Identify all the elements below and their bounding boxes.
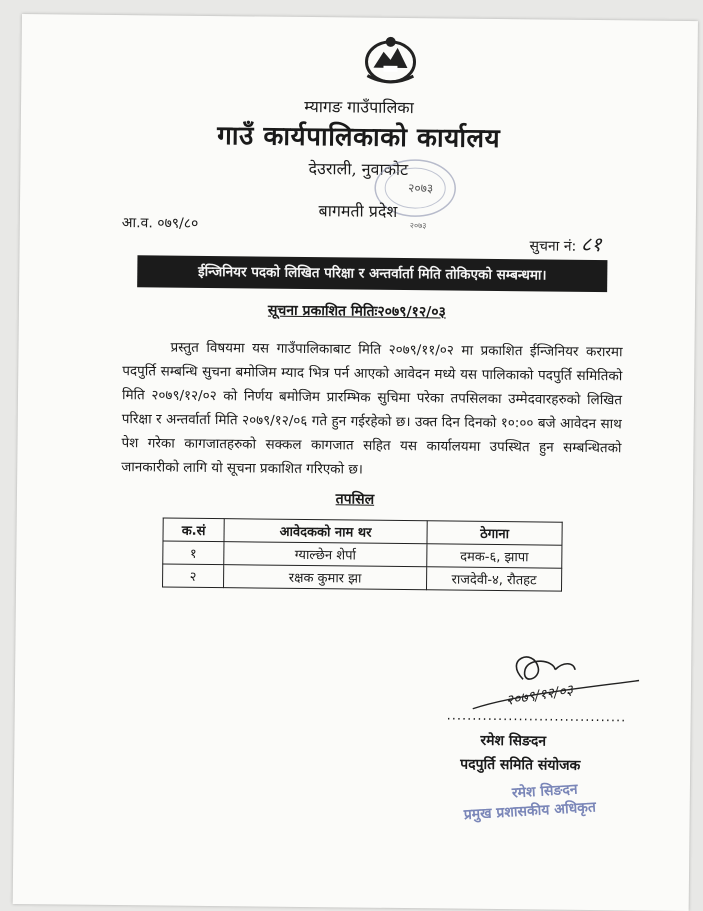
header-name: आवेदकको नाम थर [224,519,427,544]
office-name: गाउँ कार्यपालिकाको कार्यालय [217,121,501,155]
row-name: ग्याल्छेन शेर्पा [224,542,427,567]
notice-number-value: ८१ [580,231,602,257]
office-address: देउराली, नुवाकोट [308,159,409,180]
candidate-table [162,518,563,592]
signatory-name: रमेश सिङदन [480,732,547,750]
stamp-name: रमेश सिङदन [511,781,579,802]
seal-year: २०७३ [408,181,434,196]
signatory-designation: पदपुर्ति समिति संयोजक [460,756,581,774]
notice-number-line [529,229,601,257]
notice-body: प्रस्तुत विषयमा यस गाउँपालिकाबाट मिति २०७९/११/०२ मा प्रकाशित ईन्जिनियर करारमा पदपुर्ति सम्बन्धि सुचना बमोजिम म्याद भित्र पर्न आएको आवेदन मध्ये यस पालिकाको पदपुर्ति समितिको मिति २०७९/१२/०२ को निर्णय बमोजिम प्रारम्भिक सुचिमा परेका तपसिलका उम्मेदवारहरुको लिखित परिक्षा र अन्तर्वार्ता मिति २०७९/१२/०६ गते हुन गईरहेको छ। उक्त दिन दिनको १०:०० बजे आवेदन साथ पेश गरेका कागजातहरुको सक्कल कागजात सहित यस कार्यालयमा उपस्थित हुन सम्बन्धितको जानकारीको लागि यो सूचना प्रकाशित गरिएको छ। [121,339,623,478]
signature-date: २०७९/१२/०३ [504,682,575,710]
publication-date: सूचना प्रकाशित मितिः२०७९/१२/०३ [267,302,446,321]
notice-number-label: सुचना नं: [529,238,577,255]
row-sn: २ [163,564,224,588]
stamp-designation: प्रमुख प्रशासकीय अधिकृत [463,799,597,824]
row-sn: १ [163,541,224,565]
nepal-emblem-icon [361,32,420,85]
document-page [13,14,698,911]
tapsil-heading: तपसिल [335,491,375,508]
header-address: ठेगाना [427,521,562,545]
header-sn: क.सं [163,518,224,542]
row-address: राजदेवी-४, रौतहट [426,567,561,591]
municipality-name: म्यागङ गाउँपालिका [304,96,414,118]
row-name: रक्षक कुमार झा [224,565,427,590]
office-seal-stamp [350,147,481,238]
signature-line: ................................... [446,708,627,726]
subject-banner: ईन्जिनियर पदको लिखित परिक्षा र अन्तर्वार्ता मिति तोकिएको सम्बन्धमा। [137,255,607,292]
table-row [163,564,562,591]
province-name: बागमती प्रदेश [318,201,398,221]
seal-year-small: २०७३ [409,221,427,231]
row-address: दमक-६, झापा [427,544,562,568]
fiscal-year: आ.व. ०७९/८० [121,215,199,232]
